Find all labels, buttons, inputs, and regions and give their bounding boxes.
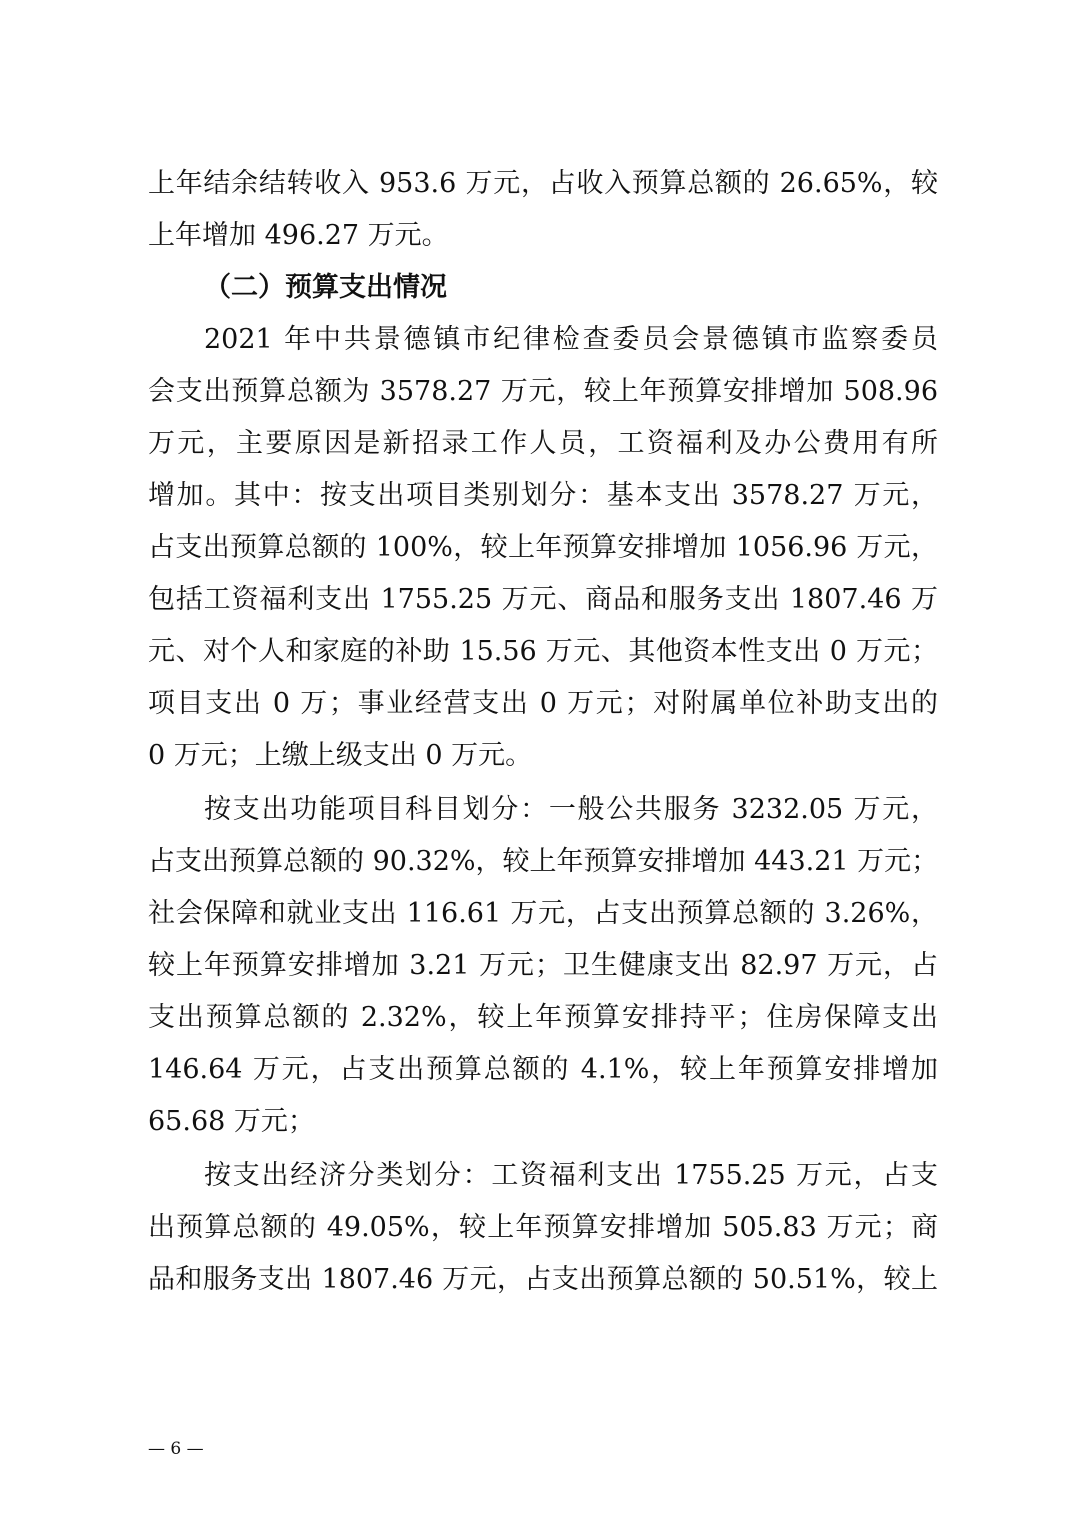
paragraph-3-line-1: 按支出功能项目科目划分：一般公共服务 3232.05 万元，: [204, 794, 938, 825]
paragraph-2-line-3: 万元，主要原因是新招录工作人员，工资福利及办公费用有所: [148, 428, 938, 459]
paragraph-2-line-9: 0 万元；上缴上级支出 0 万元。: [148, 740, 533, 771]
paragraph-2-line-2: 会支出预算总额为 3578.27 万元，较上年预算安排增加 508.96: [148, 376, 938, 407]
paragraph-3-line-3: 社会保障和就业支出 116.61 万元，占支出预算总额的 3.26%，: [148, 898, 938, 929]
paragraph-3-line-4: 较上年预算安排增加 3.21 万元；卫生健康支出 82.97 万元，占: [148, 950, 938, 981]
paragraph-2-line-7: 元、对个人和家庭的补助 15.56 万元、其他资本性支出 0 万元；: [148, 636, 938, 667]
paragraph-2-line-5: 占支出预算总额的 100%，较上年预算安排增加 1056.96 万元，: [148, 532, 938, 563]
paragraph-1-line-1: 上年结余结转收入 953.6 万元，占收入预算总额的 26.65%，较: [148, 168, 938, 199]
paragraph-2-line-6: 包括工资福利支出 1755.25 万元、商品和服务支出 1807.46 万: [148, 584, 938, 615]
paragraph-4-line-2: 出预算总额的 49.05%，较上年预算安排增加 505.83 万元；商: [148, 1212, 938, 1243]
paragraph-3-line-7: 65.68 万元；: [148, 1106, 315, 1137]
paragraph-3-line-5: 支出预算总额的 2.32%，较上年预算安排持平；住房保障支出: [148, 1002, 938, 1033]
paragraph-2-line-8: 项目支出 0 万；事业经营支出 0 万元；对附属单位补助支出的: [148, 688, 938, 719]
paragraph-4-line-1: 按支出经济分类划分：工资福利支出 1755.25 万元，占支: [204, 1160, 938, 1191]
paragraph-3-line-6: 146.64 万元，占支出预算总额的 4.1%，较上年预算安排增加: [148, 1054, 938, 1085]
paragraph-1-line-2: 上年增加 496.27 万元。: [148, 220, 449, 251]
section-heading: （二）预算支出情况: [204, 272, 447, 303]
paragraph-2-line-4: 增加。其中：按支出项目类别划分：基本支出 3578.27 万元，: [148, 480, 938, 511]
page-number: — 6 —: [148, 1439, 204, 1459]
paragraph-4-line-3: 品和服务支出 1807.46 万元，占支出预算总额的 50.51%，较上: [148, 1264, 938, 1295]
paragraph-2-line-1: 2021 年中共景德镇市纪律检查委员会景德镇市监察委员: [204, 324, 938, 355]
paragraph-3-line-2: 占支出预算总额的 90.32%，较上年预算安排增加 443.21 万元；: [148, 846, 939, 877]
